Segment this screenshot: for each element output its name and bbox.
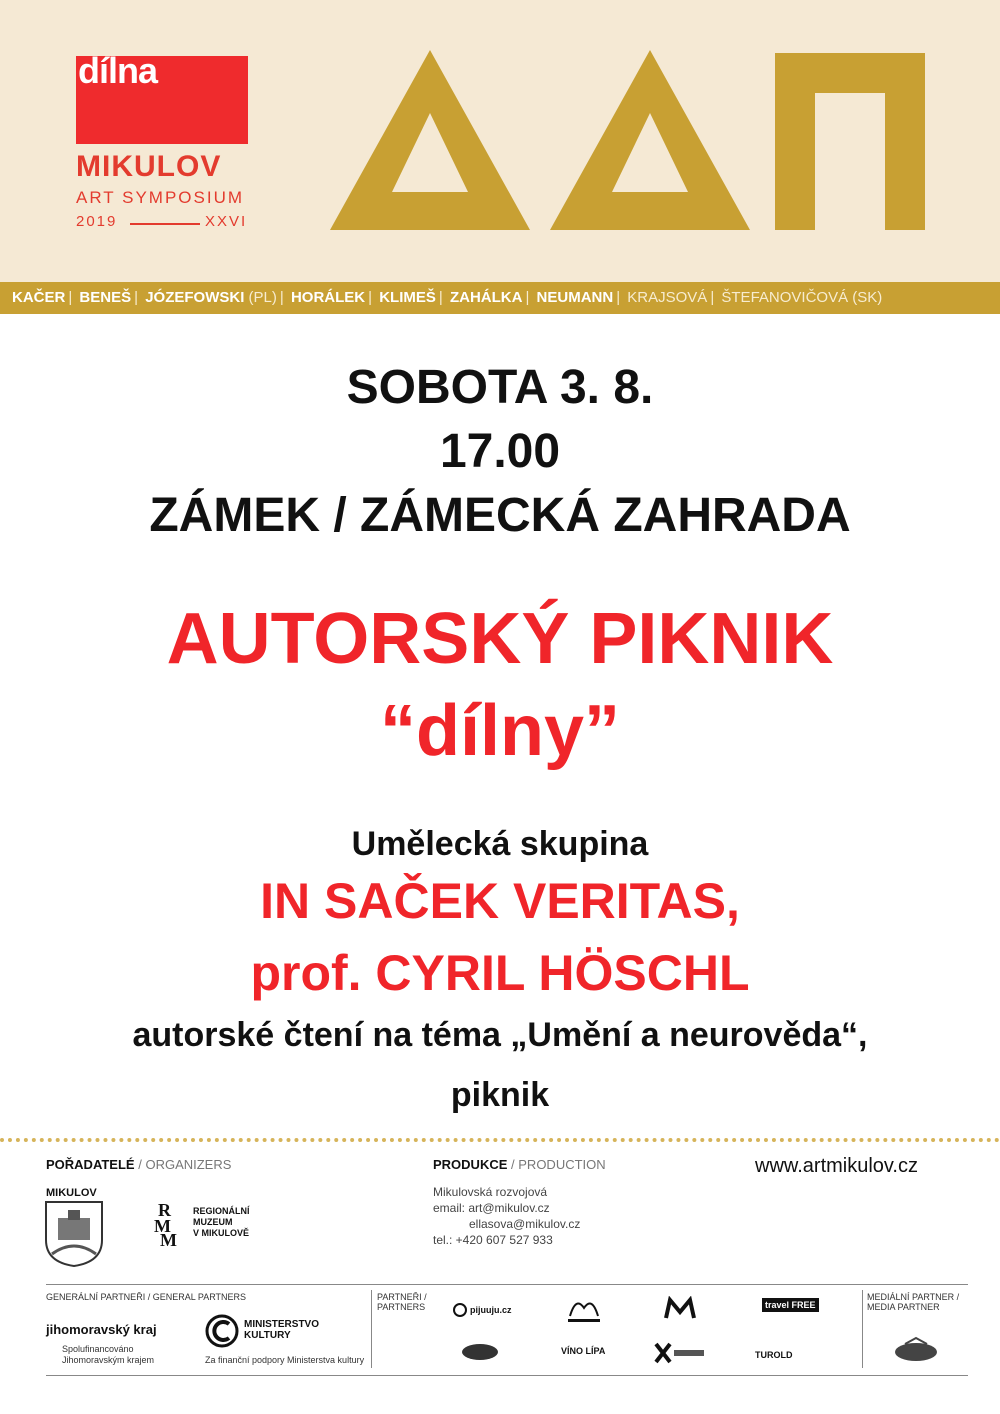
organizers-label: POŘADATELÉ (46, 1157, 135, 1172)
production-label-en: / PRODUCTION (511, 1157, 606, 1172)
delta-glyph-icon (550, 50, 750, 230)
production-email[interactable]: email: art@mikulov.cz (433, 1201, 550, 1215)
partners-top-rule (46, 1284, 968, 1285)
event-date: SOBOTA 3. 8. (346, 361, 654, 414)
media-partner-label (867, 1292, 959, 1312)
jmk-note-line: Spolufinancováno (62, 1344, 134, 1354)
ministry-name-line: KULTURY (244, 1330, 291, 1341)
artist-name: KRAJSOVÁ (627, 289, 708, 306)
production-label: PRODUKCE (433, 1157, 508, 1172)
artists-list: KAČER | BENEŠ | JÓZEFOWSKI (PL) | HORÁLEK | KLIMEŠ | ZAHÁLKA | NEUMANN | KRAJSOVÁ | ŠTEFANOVIČOVÁ (SK) (12, 289, 883, 306)
delta-glyph-icon (330, 50, 530, 230)
media-partner-radio-logo-icon (893, 1336, 939, 1364)
artist-name: KLIMEŠ (379, 289, 436, 306)
ministry-name-line: MINISTERSTVO (244, 1319, 320, 1330)
performers-line-2: prof. CYRIL HÖSCHL (250, 945, 750, 1001)
jmk-logo-text: jihomoravský kraj (46, 1322, 157, 1337)
svg-text:M: M (154, 1216, 171, 1236)
mikulov-coat-of-arms-icon (44, 1200, 104, 1268)
svg-text:R: R (158, 1200, 171, 1220)
museum-name-line: REGIONÁLNÍ (193, 1206, 250, 1216)
mikulov-town-label: MIKULOV (46, 1187, 97, 1199)
mikulov-m-logo-icon (660, 1296, 700, 1326)
artist-country: (SK) (852, 289, 883, 306)
mikulovska-rozvojova-logo-icon (652, 1340, 706, 1366)
partners-bottom-rule (46, 1375, 968, 1376)
turold-logo-text: TUROLD (755, 1350, 793, 1360)
logo-dilna-text: dílna (78, 50, 158, 91)
organizers-heading (46, 1157, 231, 1172)
museum-name (193, 1206, 250, 1239)
artist-name: JÓZEFOWSKI (145, 289, 245, 306)
logo-edition: XXVI (205, 213, 248, 230)
museum-name-line: V MIKULOVĚ (193, 1228, 250, 1238)
artist-name: KAČER (12, 289, 66, 306)
performers-line-1: IN SAČEK VERITAS, (260, 873, 740, 929)
event-title: AUTORSKÝ PIKNIK (166, 599, 834, 679)
svg-text:M: M (160, 1230, 177, 1248)
media-partner-label-line: MEDIÁLNÍ PARTNER / (867, 1292, 960, 1302)
event-description: autorské čtení na téma „Umění a neurověda“, (132, 1016, 868, 1054)
vinarstvi-logo-icon (562, 1292, 606, 1326)
logo-art-symposium-text: ART SYMPOSIUM (76, 188, 245, 207)
artist-name: ŠTEFANOVIČOVÁ (721, 289, 849, 306)
pijuuju-logo-icon (453, 1303, 467, 1317)
ministry-note: Za finanční podpory Ministerstva kultury (205, 1355, 365, 1365)
production-phone: tel.: +420 607 527 933 (433, 1233, 553, 1247)
partners-separator (862, 1290, 863, 1368)
ministry-name (244, 1319, 319, 1341)
production-contact (433, 1184, 580, 1248)
jmk-note-line: Jihomoravským krajem (62, 1355, 155, 1365)
event-time: 17.00 (439, 425, 561, 478)
website-link[interactable]: www.artmikulov.cz (755, 1155, 918, 1177)
regional-museum-logo-icon (154, 1198, 188, 1248)
footer-divider (0, 1138, 1000, 1142)
production-company: Mikulovská rozvojová (433, 1185, 548, 1199)
organizers-label-en: / ORGANIZERS (138, 1157, 232, 1172)
partners-separator (371, 1290, 372, 1368)
media-partner-label-line: MEDIA PARTNER (867, 1302, 940, 1312)
production-email-2[interactable]: ellasova@mikulov.cz (469, 1217, 581, 1231)
artist-name: BENEŠ (79, 289, 132, 306)
museum-name-line: MUZEUM (193, 1217, 233, 1227)
production-heading (433, 1157, 606, 1172)
greek-glyphs (330, 45, 950, 235)
logo-mikulov-text: MIKULOV (76, 150, 222, 183)
artist-name: NEUMANN (536, 289, 614, 306)
poster-header (0, 0, 1000, 282)
event-description-line-2: piknik (450, 1076, 550, 1114)
artist-country: (PL) (248, 289, 277, 306)
partner-oval-logo-icon (460, 1342, 500, 1362)
travel-free-logo: travel FREE (762, 1298, 819, 1312)
artists-strip (0, 282, 1000, 314)
jmk-note (62, 1344, 154, 1366)
artist-name: ZAHÁLKA (449, 289, 523, 306)
gamma-glyph-icon (775, 53, 925, 230)
ministry-culture-logo-icon (205, 1314, 239, 1348)
event-title-subtitle: “dílny” (379, 691, 620, 771)
general-partners-label: GENERÁLNÍ PARTNEŘI / GENERAL PARTNERS (46, 1292, 247, 1302)
group-label: Umělecká skupina (351, 825, 649, 863)
partners-label-line: PARTNERS (377, 1302, 426, 1312)
partners-label (377, 1292, 427, 1312)
partners-label-line: PARTNEŘI / (377, 1292, 427, 1302)
vino-lipa-logo-text: VÍNO LÍPA (561, 1346, 606, 1356)
pijuuju-logo-text: pijuuju.cz (470, 1305, 512, 1315)
event-place: ZÁMEK / ZÁMECKÁ ZAHRADA (149, 489, 851, 542)
logo-year: 2019 (76, 213, 118, 230)
artist-name: HORÁLEK (290, 289, 366, 306)
logo-year-divider (130, 223, 200, 225)
